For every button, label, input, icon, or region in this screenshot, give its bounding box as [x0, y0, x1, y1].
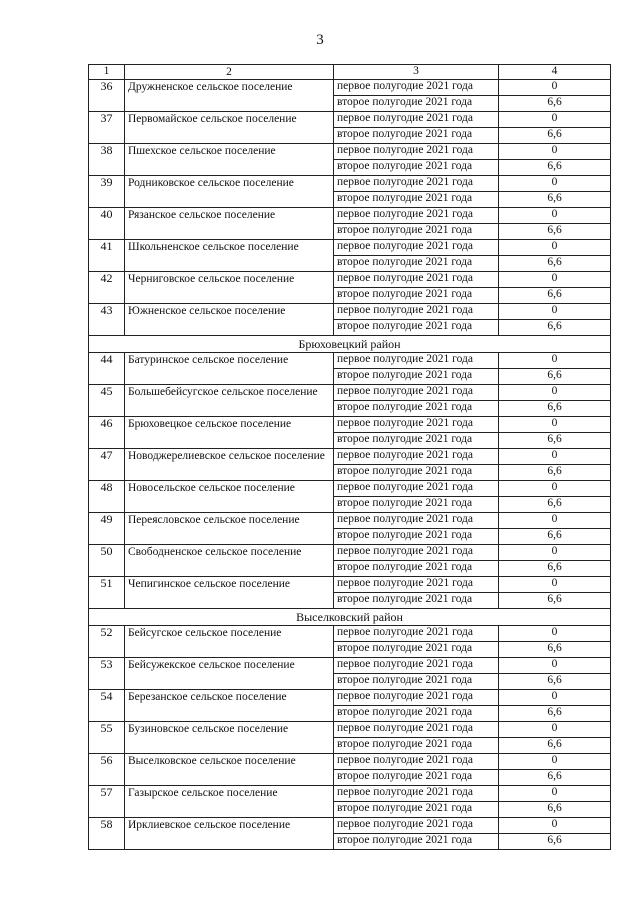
value-cell: 0: [499, 385, 611, 401]
period-cell: второе полугодие 2021 года: [334, 288, 499, 304]
value-cell: 0: [499, 80, 611, 96]
period-cell: первое полугодие 2021 года: [334, 144, 499, 160]
value-cell: 0: [499, 754, 611, 770]
row-number: 47: [89, 449, 125, 481]
table-row: [89, 417, 611, 433]
settlement-name: Выселковское сельское поселение: [125, 754, 334, 786]
settlement-name: Новосельское сельское поселение: [125, 481, 334, 513]
period-cell: второе полугодие 2021 года: [334, 738, 499, 754]
period-cell: второе полугодие 2021 года: [334, 320, 499, 336]
settlement-name: Бейсугское сельское поселение: [125, 626, 334, 658]
row-number: 55: [89, 722, 125, 754]
settlement-name: Дружненское сельское поселение: [125, 80, 334, 112]
value-cell: 0: [499, 353, 611, 369]
period-cell: второе полугодие 2021 года: [334, 706, 499, 722]
row-number: 37: [89, 112, 125, 144]
period-cell: второе полугодие 2021 года: [334, 802, 499, 818]
row-number: 38: [89, 144, 125, 176]
settlement-name: Переясловское сельское поселение: [125, 513, 334, 545]
row-number: 36: [89, 80, 125, 112]
settlement-name: Новоджерелиевское сельское поселение: [125, 449, 334, 481]
value-cell: 6,6: [499, 320, 611, 336]
period-cell: первое полугодие 2021 года: [334, 626, 499, 642]
period-cell: первое полугодие 2021 года: [334, 818, 499, 834]
row-number: 54: [89, 690, 125, 722]
value-cell: 6,6: [499, 160, 611, 176]
settlement-name: Свободненское сельское поселение: [125, 545, 334, 577]
table-row: [89, 272, 611, 288]
period-cell: первое полугодие 2021 года: [334, 417, 499, 433]
table-row: [89, 208, 611, 224]
period-cell: первое полугодие 2021 года: [334, 304, 499, 320]
settlement-name: Газырское сельское поселение: [125, 786, 334, 818]
period-cell: первое полугодие 2021 года: [334, 577, 499, 593]
table-row: [89, 449, 611, 465]
period-cell: второе полугодие 2021 года: [334, 465, 499, 481]
settlement-name: Березанское сельское поселение: [125, 690, 334, 722]
period-cell: первое полугодие 2021 года: [334, 272, 499, 288]
period-cell: второе полугодие 2021 года: [334, 834, 499, 850]
table-row: [89, 112, 611, 128]
table-row: [89, 481, 611, 497]
row-number: 48: [89, 481, 125, 513]
value-cell: 0: [499, 112, 611, 128]
settlement-name: Большебейсугское сельское поселение: [125, 385, 334, 417]
period-cell: первое полугодие 2021 года: [334, 112, 499, 128]
value-cell: 0: [499, 513, 611, 529]
period-cell: первое полугодие 2021 года: [334, 176, 499, 192]
value-cell: 0: [499, 417, 611, 433]
settlement-name: Бузиновское сельское поселение: [125, 722, 334, 754]
settlement-name: Брюховецкое сельское поселение: [125, 417, 334, 449]
value-cell: 6,6: [499, 834, 611, 850]
period-cell: первое полугодие 2021 года: [334, 449, 499, 465]
tariff-table: [88, 64, 611, 850]
value-cell: 6,6: [499, 674, 611, 690]
value-cell: 6,6: [499, 770, 611, 786]
value-cell: 0: [499, 304, 611, 320]
value-cell: 6,6: [499, 642, 611, 658]
value-cell: 6,6: [499, 738, 611, 754]
table-row: [89, 786, 611, 802]
row-number: 57: [89, 786, 125, 818]
table-row: [89, 80, 611, 96]
table-row: [89, 513, 611, 529]
table-row: [89, 545, 611, 561]
settlement-name: Ирклиевское сельское поселение: [125, 818, 334, 850]
settlement-name: Чепигинское сельское поселение: [125, 577, 334, 609]
period-cell: первое полугодие 2021 года: [334, 786, 499, 802]
period-cell: второе полугодие 2021 года: [334, 433, 499, 449]
value-cell: 6,6: [499, 497, 611, 513]
district-header-row: [89, 336, 611, 353]
period-cell: второе полугодие 2021 года: [334, 160, 499, 176]
settlement-name: Первомайское сельское поселение: [125, 112, 334, 144]
value-cell: 0: [499, 176, 611, 192]
period-cell: второе полугодие 2021 года: [334, 256, 499, 272]
period-cell: второе полугодие 2021 года: [334, 770, 499, 786]
period-cell: первое полугодие 2021 года: [334, 208, 499, 224]
settlement-name: Рязанское сельское поселение: [125, 208, 334, 240]
value-cell: 6,6: [499, 706, 611, 722]
value-cell: 6,6: [499, 128, 611, 144]
row-number: 50: [89, 545, 125, 577]
settlement-name: Пшехское сельское поселение: [125, 144, 334, 176]
settlement-name: Бейсужекское сельское поселение: [125, 658, 334, 690]
table-row: [89, 722, 611, 738]
settlement-name: Черниговское сельское поселение: [125, 272, 334, 304]
district-header-row: [89, 609, 611, 626]
row-number: 51: [89, 577, 125, 609]
row-number: 40: [89, 208, 125, 240]
value-cell: 6,6: [499, 433, 611, 449]
table-row: [89, 626, 611, 642]
value-cell: 0: [499, 545, 611, 561]
value-cell: 0: [499, 449, 611, 465]
value-cell: 0: [499, 786, 611, 802]
value-cell: 6,6: [499, 96, 611, 112]
district-name: Выселковский район: [89, 609, 611, 626]
value-cell: 6,6: [499, 401, 611, 417]
settlement-name: Южненское сельское поселение: [125, 304, 334, 336]
row-number: 42: [89, 272, 125, 304]
header-col-1: 1: [89, 65, 125, 80]
period-cell: первое полугодие 2021 года: [334, 658, 499, 674]
period-cell: первое полугодие 2021 года: [334, 722, 499, 738]
table-row: [89, 690, 611, 706]
period-cell: второе полугодие 2021 года: [334, 96, 499, 112]
period-cell: первое полугодие 2021 года: [334, 690, 499, 706]
value-cell: 0: [499, 144, 611, 160]
table-row: [89, 176, 611, 192]
value-cell: 0: [499, 658, 611, 674]
period-cell: второе полугодие 2021 года: [334, 642, 499, 658]
row-number: 49: [89, 513, 125, 545]
table-row: [89, 304, 611, 320]
period-cell: второе полугодие 2021 года: [334, 593, 499, 609]
period-cell: второе полугодие 2021 года: [334, 674, 499, 690]
row-number: 46: [89, 417, 125, 449]
value-cell: 0: [499, 722, 611, 738]
period-cell: второе полугодие 2021 года: [334, 401, 499, 417]
row-number: 45: [89, 385, 125, 417]
period-cell: первое полугодие 2021 года: [334, 513, 499, 529]
table-row: [89, 240, 611, 256]
value-cell: 6,6: [499, 224, 611, 240]
value-cell: 0: [499, 272, 611, 288]
value-cell: 6,6: [499, 802, 611, 818]
value-cell: 6,6: [499, 465, 611, 481]
value-cell: 0: [499, 481, 611, 497]
value-cell: 0: [499, 240, 611, 256]
period-cell: второе полугодие 2021 года: [334, 192, 499, 208]
header-col-2: 2: [125, 65, 334, 80]
value-cell: 6,6: [499, 369, 611, 385]
row-number: 39: [89, 176, 125, 208]
period-cell: второе полугодие 2021 года: [334, 224, 499, 240]
value-cell: 0: [499, 577, 611, 593]
settlement-name: Родниковское сельское поселение: [125, 176, 334, 208]
value-cell: 6,6: [499, 256, 611, 272]
period-cell: первое полугодие 2021 года: [334, 481, 499, 497]
row-number: 58: [89, 818, 125, 850]
row-number: 56: [89, 754, 125, 786]
period-cell: первое полугодие 2021 года: [334, 385, 499, 401]
table-row: [89, 577, 611, 593]
table-row: [89, 818, 611, 834]
table-row: [89, 144, 611, 160]
row-number: 53: [89, 658, 125, 690]
header-col-3: 3: [334, 65, 499, 80]
header-col-4: 4: [499, 65, 611, 80]
value-cell: 0: [499, 626, 611, 642]
value-cell: 6,6: [499, 561, 611, 577]
period-cell: первое полугодие 2021 года: [334, 545, 499, 561]
table-row: [89, 385, 611, 401]
value-cell: 6,6: [499, 192, 611, 208]
table-header-row: [89, 65, 611, 80]
table-row: [89, 658, 611, 674]
table-row: [89, 353, 611, 369]
period-cell: первое полугодие 2021 года: [334, 353, 499, 369]
page-number: 3: [316, 32, 324, 48]
district-name: Брюховецкий район: [89, 336, 611, 353]
row-number: 52: [89, 626, 125, 658]
period-cell: второе полугодие 2021 года: [334, 497, 499, 513]
table-body: [89, 65, 611, 850]
settlement-name: Батуринское сельское поселение: [125, 353, 334, 385]
value-cell: 0: [499, 690, 611, 706]
row-number: 44: [89, 353, 125, 385]
period-cell: второе полугодие 2021 года: [334, 561, 499, 577]
period-cell: второе полугодие 2021 года: [334, 128, 499, 144]
value-cell: 0: [499, 208, 611, 224]
value-cell: 6,6: [499, 529, 611, 545]
period-cell: первое полугодие 2021 года: [334, 754, 499, 770]
settlement-name: Школьненское сельское поселение: [125, 240, 334, 272]
value-cell: 0: [499, 818, 611, 834]
row-number: 41: [89, 240, 125, 272]
period-cell: второе полугодие 2021 года: [334, 369, 499, 385]
period-cell: первое полугодие 2021 года: [334, 240, 499, 256]
period-cell: первое полугодие 2021 года: [334, 80, 499, 96]
row-number: 43: [89, 304, 125, 336]
period-cell: второе полугодие 2021 года: [334, 529, 499, 545]
value-cell: 6,6: [499, 593, 611, 609]
table-row: [89, 754, 611, 770]
value-cell: 6,6: [499, 288, 611, 304]
